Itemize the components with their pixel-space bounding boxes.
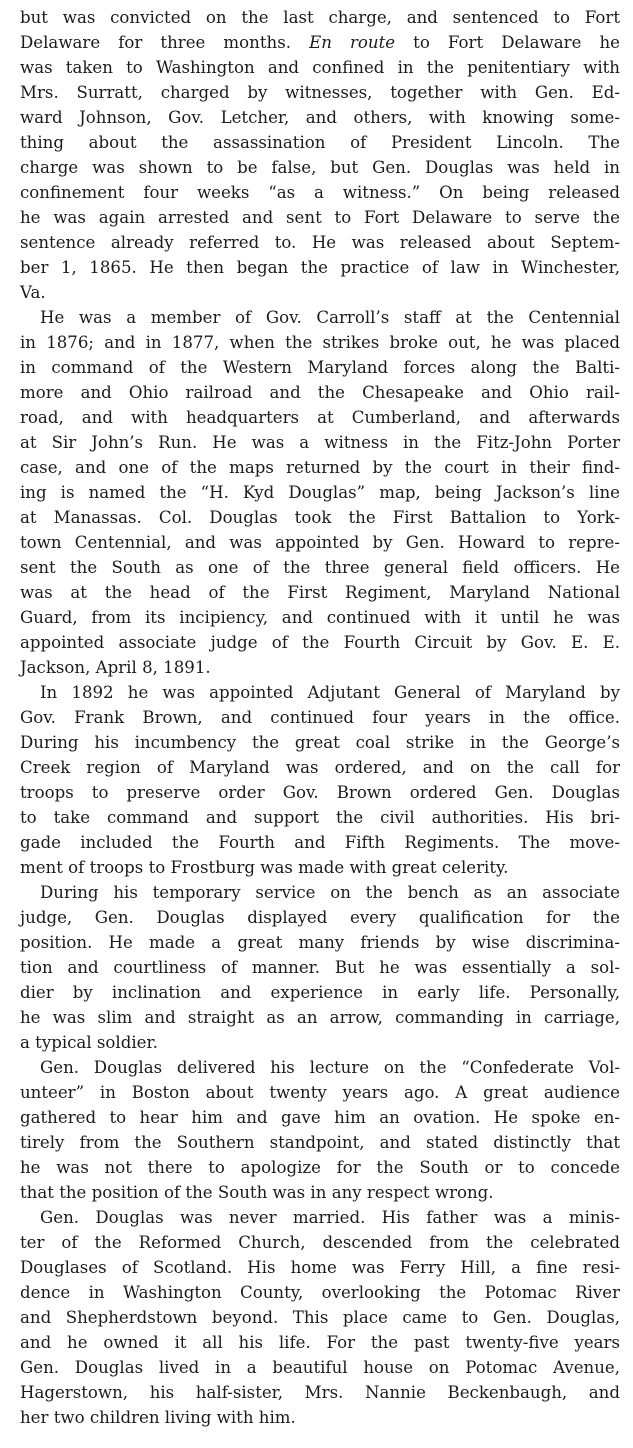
text-line: Va. bbox=[20, 283, 46, 302]
text-line: he was slim and straight as an arrow, commanding in carriage, bbox=[20, 1008, 620, 1027]
text-line: Jackson, April 8, 1891. bbox=[20, 658, 211, 677]
text-line: in command of the Western Maryland forces along the Balti- bbox=[20, 358, 620, 377]
text-line: gade included the Fourth and Fifth Regiments. The move- bbox=[20, 833, 620, 852]
text-line: in 1876; and in 1877, when the strikes broke out, he was placed bbox=[20, 333, 620, 352]
text-line: at Manassas. Col. Douglas took the First Battalion to York- bbox=[20, 508, 620, 527]
text-line: unteer” in Boston about twenty years ago. A great audience bbox=[20, 1083, 620, 1102]
text-line: case, and one of the maps returned by the court in their find- bbox=[20, 458, 620, 477]
text-line: ward Johnson, Gov. Letcher, and others, with knowing some- bbox=[20, 108, 620, 127]
text-line: He was a member of Gov. Carroll’s staff at the Centennial bbox=[40, 308, 620, 327]
text-line: troops to preserve order Gov. Brown ordered Gen. Douglas bbox=[20, 783, 620, 802]
text-line: Hagerstown, his half-sister, Mrs. Nannie Beckenbaugh, and bbox=[20, 1383, 620, 1402]
text-line: ment of troops to Frostburg was made with great celerity. bbox=[20, 858, 509, 877]
italic-phrase: En route bbox=[309, 33, 396, 52]
text-line: Douglases of Scotland. His home was Ferry Hill, a fine resi- bbox=[20, 1258, 620, 1277]
text-line: tirely from the Southern standpoint, and stated distinctly that bbox=[20, 1133, 620, 1152]
text-line: position. He made a great many friends by wise discrimina- bbox=[20, 933, 620, 952]
text-line: that the position of the South was in any respect wrong. bbox=[20, 1183, 494, 1202]
text-line: ter of the Reformed Church, descended from the celebrated bbox=[20, 1233, 620, 1252]
text-line: a typical soldier. bbox=[20, 1033, 158, 1052]
text-line: Mrs. Surratt, charged by witnesses, together with Gen. Ed- bbox=[20, 83, 620, 102]
text-line: ber 1, 1865. He then began the practice of law in Winchester, bbox=[20, 258, 620, 277]
text-line: was taken to Washington and confined in the penitentiary with bbox=[20, 58, 620, 77]
text-line: thing about the assassination of President Lincoln. The bbox=[20, 133, 620, 152]
text-line: appointed associate judge of the Fourth Circuit by Gov. E. E. bbox=[20, 633, 620, 652]
text-line: During his temporary service on the bench as an associate bbox=[40, 883, 620, 902]
text-line: judge, Gen. Douglas displayed every qualification for the bbox=[20, 908, 620, 927]
text-line: sent the South as one of the three general field officers. He bbox=[20, 558, 620, 577]
text-line: was at the head of the First Regiment, Maryland National bbox=[20, 583, 620, 602]
text-line: and Shepherdstown beyond. This place came to Gen. Douglas, bbox=[20, 1308, 620, 1327]
text-line: charge was shown to be false, but Gen. Douglas was held in bbox=[20, 158, 620, 177]
text-line: Guard, from its incipiency, and continued with it until he was bbox=[20, 608, 620, 627]
text-line: Gen. Douglas was never married. His father was a minis- bbox=[40, 1208, 620, 1227]
text-line: and he owned it all his life. For the past twenty-five years bbox=[20, 1333, 620, 1352]
text-line: gathered to hear him and gave him an ovation. He spoke en- bbox=[20, 1108, 620, 1127]
text-line: but was convicted on the last charge, and sentenced to Fort bbox=[20, 8, 620, 27]
text-line: more and Ohio railroad and the Chesapeake and Ohio rail- bbox=[20, 383, 620, 402]
text-line: dence in Washington County, overlooking the Potomac River bbox=[20, 1283, 620, 1302]
text-line: her two children living with him. bbox=[20, 1408, 296, 1427]
text-line: During his incumbency the great coal strike in the George’s bbox=[20, 733, 620, 752]
text-line: to take command and support the civil authorities. His bri- bbox=[20, 808, 620, 827]
text-line: at Sir John’s Run. He was a witness in the Fitz-John Porter bbox=[20, 433, 620, 452]
text-line: dier by inclination and experience in early life. Personally, bbox=[20, 983, 620, 1002]
text-line: he was not there to apologize for the South or to concede bbox=[20, 1158, 620, 1177]
text-line: Gov. Frank Brown, and continued four years in the office. bbox=[20, 708, 620, 727]
text-line: In 1892 he was appointed Adjutant General of Maryland by bbox=[40, 683, 620, 702]
text-line: Gen. Douglas lived in a beautiful house on Potomac Avenue, bbox=[20, 1358, 620, 1377]
text-line: sentence already referred to. He was released about Septem- bbox=[20, 233, 620, 252]
text-line: he was again arrested and sent to Fort Delaware to serve the bbox=[20, 208, 620, 227]
text-line: confinement four weeks “as a witness.” On being released bbox=[20, 183, 620, 202]
text-line: Creek region of Maryland was ordered, and on the call for bbox=[20, 758, 620, 777]
text-line: town Centennial, and was appointed by Gen. Howard to repre- bbox=[20, 533, 620, 552]
text-line: ing is named the “H. Kyd Douglas” map, being Jackson’s line bbox=[20, 483, 620, 502]
text-line: road, and with headquarters at Cumberland, and afterwards bbox=[20, 408, 620, 427]
text-line: Gen. Douglas delivered his lecture on the “Confederate Vol- bbox=[40, 1058, 620, 1077]
text-line: Delaware for three months. En route to Fort Delaware he bbox=[20, 33, 620, 52]
text-line: tion and courtliness of manner. But he was essentially a sol- bbox=[20, 958, 620, 977]
